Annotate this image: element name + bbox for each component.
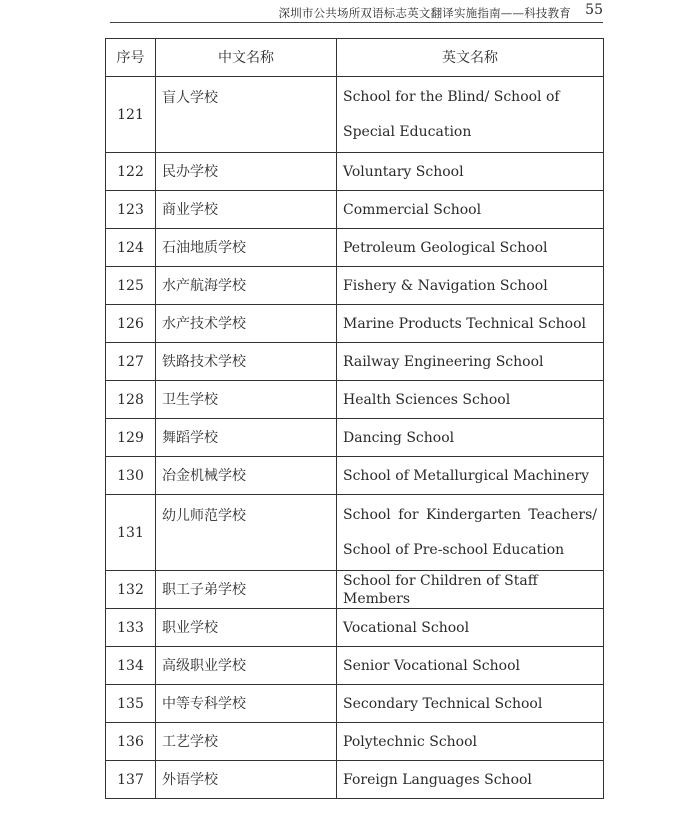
row-number: 122 xyxy=(106,153,156,191)
table-row xyxy=(106,343,604,381)
page-header xyxy=(110,0,603,23)
english-name: Foreign Languages School xyxy=(337,761,604,799)
chinese-name: 幼儿师范学校 xyxy=(156,495,337,571)
table-row xyxy=(106,495,604,571)
table-row xyxy=(106,305,604,343)
chinese-name: 职业学校 xyxy=(156,609,337,647)
table-row xyxy=(106,153,604,191)
table-row xyxy=(106,457,604,495)
chinese-name: 冶金机械学校 xyxy=(156,457,337,495)
table-row xyxy=(106,761,604,799)
chinese-name: 水产航海学校 xyxy=(156,267,337,305)
english-name: Railway Engineering School xyxy=(337,343,604,381)
row-number: 134 xyxy=(106,647,156,685)
column-header-chinese-name: 中文名称 xyxy=(156,39,337,77)
english-name: Polytechnic School xyxy=(337,723,604,761)
header-title: 深圳市公共场所双语标志英文翻译实施指南——科技教育 xyxy=(278,6,571,20)
chinese-name: 盲人学校 xyxy=(156,77,337,153)
row-number: 130 xyxy=(106,457,156,495)
row-number: 127 xyxy=(106,343,156,381)
english-name: Dancing School xyxy=(337,419,604,457)
row-number: 136 xyxy=(106,723,156,761)
table-row xyxy=(106,381,604,419)
english-name: Vocational School xyxy=(337,609,604,647)
english-name: Marine Products Technical School xyxy=(337,305,604,343)
chinese-name: 舞蹈学校 xyxy=(156,419,337,457)
chinese-name: 商业学校 xyxy=(156,191,337,229)
chinese-name: 水产技术学校 xyxy=(156,305,337,343)
row-number: 125 xyxy=(106,267,156,305)
english-name: Senior Vocational School xyxy=(337,647,604,685)
chinese-name: 外语学校 xyxy=(156,761,337,799)
translation-table xyxy=(105,38,604,799)
chinese-name: 中等专科学校 xyxy=(156,685,337,723)
row-number: 137 xyxy=(106,761,156,799)
table-row xyxy=(106,685,604,723)
chinese-name: 工艺学校 xyxy=(156,723,337,761)
page-number: 55 xyxy=(585,2,603,18)
english-name: Secondary Technical School xyxy=(337,685,604,723)
row-number: 126 xyxy=(106,305,156,343)
column-header-english-name: 英文名称 xyxy=(337,39,604,77)
table-row xyxy=(106,267,604,305)
chinese-name: 卫生学校 xyxy=(156,381,337,419)
table-row xyxy=(106,229,604,267)
row-number: 133 xyxy=(106,609,156,647)
table-header-row xyxy=(106,39,604,77)
table-row xyxy=(106,647,604,685)
row-number: 131 xyxy=(106,495,156,571)
row-number: 135 xyxy=(106,685,156,723)
row-number: 128 xyxy=(106,381,156,419)
english-name: School for the Blind/ School of Special Education xyxy=(337,77,604,153)
chinese-name: 石油地质学校 xyxy=(156,229,337,267)
english-name: Health Sciences School xyxy=(337,381,604,419)
table-row xyxy=(106,723,604,761)
row-number: 123 xyxy=(106,191,156,229)
english-name: School for Kindergarten Teachers/ School of Pre-school Education xyxy=(337,495,604,571)
chinese-name: 职工子弟学校 xyxy=(156,571,337,609)
table-row xyxy=(106,191,604,229)
row-number: 124 xyxy=(106,229,156,267)
table-row xyxy=(106,571,604,609)
row-number: 132 xyxy=(106,571,156,609)
chinese-name: 高级职业学校 xyxy=(156,647,337,685)
table-row xyxy=(106,419,604,457)
english-name: Commercial School xyxy=(337,191,604,229)
table-row xyxy=(106,609,604,647)
english-name: Petroleum Geological School xyxy=(337,229,604,267)
english-name: Fishery & Navigation School xyxy=(337,267,604,305)
chinese-name: 民办学校 xyxy=(156,153,337,191)
chinese-name: 铁路技术学校 xyxy=(156,343,337,381)
table-row xyxy=(106,77,604,153)
row-number: 129 xyxy=(106,419,156,457)
english-name: School for Children of Staff Members xyxy=(337,571,604,609)
row-number: 121 xyxy=(106,77,156,153)
column-header-number: 序号 xyxy=(106,39,156,77)
english-name: Voluntary School xyxy=(337,153,604,191)
english-name: School of Metallurgical Machinery xyxy=(337,457,604,495)
